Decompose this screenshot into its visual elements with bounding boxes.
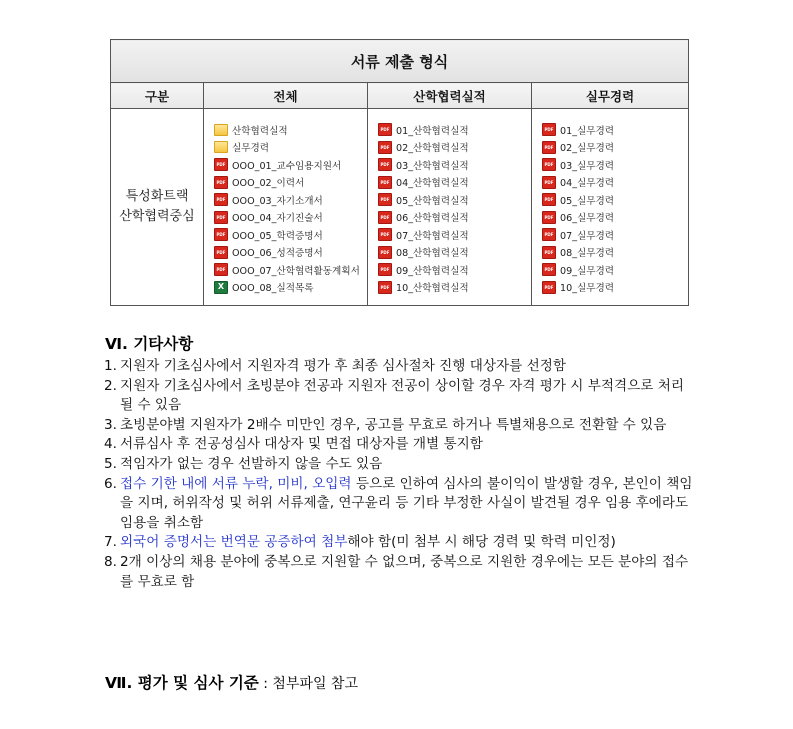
pdf-icon <box>378 281 392 294</box>
file-item <box>378 261 531 279</box>
file-name: 05_실무경력 <box>560 195 615 207</box>
folder-icon <box>214 124 228 136</box>
notice-item <box>104 533 694 553</box>
notice-item <box>104 455 694 475</box>
file-name: 08_산학협력실적 <box>396 248 469 260</box>
section-6-title: Ⅵ. 기타사항 <box>105 335 194 353</box>
folder-icon <box>214 141 228 153</box>
file-name: 04_산학협력실적 <box>396 178 469 190</box>
pdf-icon <box>378 193 392 206</box>
file-name: 05_산학협력실적 <box>396 195 469 207</box>
file-name: OOO_01_교수임용지원서 <box>232 160 342 172</box>
submission-format-table-wrap <box>110 39 688 306</box>
notice-item <box>104 553 694 592</box>
notice-item <box>104 416 694 436</box>
file-name: 04_실무경력 <box>560 178 615 190</box>
file-item <box>378 156 531 174</box>
file-name: 02_산학협력실적 <box>396 143 469 155</box>
file-name: 08_실무경력 <box>560 248 615 260</box>
file-item <box>214 279 367 297</box>
file-item <box>214 121 367 139</box>
file-name: 02_실무경력 <box>560 143 615 155</box>
notice-number: 2. <box>104 377 117 394</box>
pdf-icon <box>542 193 556 206</box>
notice-text: 2개 이상의 채용 분야에 중복으로 지원할 수 없으며, 중복으로 지원한 경우에는 모든 분야의 접수를 무효로 함 <box>120 553 689 590</box>
file-item <box>542 121 688 139</box>
notice-item <box>104 357 694 377</box>
notice-item <box>104 435 694 455</box>
pdf-icon <box>214 158 228 171</box>
file-name: OOO_03_자기소개서 <box>232 195 323 207</box>
pdf-icon <box>214 176 228 189</box>
file-item <box>378 174 531 192</box>
file-item <box>542 244 688 262</box>
file-item <box>542 261 688 279</box>
file-name: 09_산학협력실적 <box>396 265 469 277</box>
all-files-list <box>204 109 367 296</box>
pdf-icon <box>542 158 556 171</box>
pdf-icon <box>378 246 392 259</box>
notice-number: 7. <box>104 534 117 551</box>
pdf-icon <box>214 246 228 259</box>
header-all: 전체 <box>204 83 368 109</box>
pdf-icon <box>378 141 392 154</box>
table-title: 서류 제출 형식 <box>111 40 689 83</box>
section-7-heading <box>105 671 358 693</box>
file-item <box>214 244 367 262</box>
file-item <box>378 279 531 297</box>
header-work-experience: 실무경력 <box>532 83 689 109</box>
notice-number: 8. <box>104 553 117 570</box>
work-files-cell <box>532 109 689 306</box>
header-industry-achievements: 산학협력실적 <box>368 83 532 109</box>
pdf-icon <box>542 246 556 259</box>
notice-item <box>104 377 694 416</box>
pdf-icon <box>378 228 392 241</box>
excel-icon <box>214 281 228 294</box>
file-name: 09_실무경력 <box>560 265 615 277</box>
industry-files-list <box>368 109 531 296</box>
file-name: OOO_08_실적목록 <box>232 283 314 295</box>
file-name: OOO_07_산학협력활동계획서 <box>232 265 360 277</box>
pdf-icon <box>542 123 556 136</box>
industry-files-cell <box>368 109 532 306</box>
notice-number: 3. <box>104 416 117 433</box>
file-item <box>378 139 531 157</box>
file-item <box>542 191 688 209</box>
file-item <box>378 244 531 262</box>
file-item <box>214 191 367 209</box>
file-name: 06_산학협력실적 <box>396 213 469 225</box>
pdf-icon <box>378 263 392 276</box>
file-item <box>378 209 531 227</box>
all-files-cell <box>204 109 368 306</box>
file-name: OOO_04_자기진술서 <box>232 213 323 225</box>
file-name: 산학협력실적 <box>232 125 288 137</box>
notice-number: 5. <box>104 455 117 472</box>
pdf-icon <box>214 211 228 224</box>
file-name: 07_산학협력실적 <box>396 230 469 242</box>
file-name: 03_산학협력실적 <box>396 160 469 172</box>
category-line-1: 특성화트랙 <box>125 189 189 204</box>
pdf-icon <box>378 211 392 224</box>
file-name: OOO_05_학력증명서 <box>232 230 323 242</box>
file-item <box>378 191 531 209</box>
section-7-note: : 첨부파일 참고 <box>258 676 358 692</box>
notice-text: 초빙분야별 지원자가 2배수 미만인 경우, 공고를 무효로 하거나 특별채용으로 전환할 수 있음 <box>120 416 667 433</box>
section-7-title: Ⅶ. 평가 및 심사 기준 <box>105 674 259 692</box>
notice-text: 해야 함(미 첨부 시 해당 경력 및 학력 미인정) <box>347 534 616 551</box>
notice-text: 서류심사 후 전공성심사 대상자 및 면접 대상자를 개별 통지함 <box>120 436 483 453</box>
category-cell <box>111 109 204 306</box>
notice-highlight-text: 접수 기한 내에 서류 누락, 미비, 오입력 <box>120 475 352 492</box>
pdf-icon <box>542 281 556 294</box>
pdf-icon <box>378 176 392 189</box>
pdf-icon <box>378 158 392 171</box>
file-item <box>214 261 367 279</box>
work-files-list <box>532 109 688 296</box>
notice-number: 4. <box>104 436 117 453</box>
file-item <box>214 139 367 157</box>
category-line-2: 산학협력중심 <box>119 209 195 224</box>
pdf-icon <box>214 263 228 276</box>
file-name: 10_산학협력실적 <box>396 283 469 295</box>
pdf-icon <box>542 176 556 189</box>
file-item <box>542 139 688 157</box>
pdf-icon <box>378 123 392 136</box>
notice-highlight-text: 외국어 증명서는 번역문 공증하여 첨부 <box>120 534 348 551</box>
file-item <box>214 226 367 244</box>
file-item <box>542 209 688 227</box>
file-name: 01_산학협력실적 <box>396 125 469 137</box>
pdf-icon <box>214 193 228 206</box>
notice-text: 등으로 인하여 심사의 불이익이 발생할 경우, 본인이 책임을 지며, 허위작성 및 허위 서류제출, 연구윤리 등 기타 부정한 사실이 발견될 경우 임용 후에라도 임용을 취소함 <box>120 475 693 531</box>
file-item <box>214 209 367 227</box>
pdf-icon <box>542 263 556 276</box>
pdf-icon <box>542 211 556 224</box>
file-item <box>214 174 367 192</box>
file-item <box>378 121 531 139</box>
file-name: 10_실무경력 <box>560 283 615 295</box>
file-item <box>542 174 688 192</box>
file-name: 06_실무경력 <box>560 213 615 225</box>
file-name: 03_실무경력 <box>560 160 615 172</box>
file-item <box>542 156 688 174</box>
header-category: 구분 <box>111 83 204 109</box>
submission-format-table <box>110 39 689 306</box>
file-name: OOO_06_성적증명서 <box>232 248 323 260</box>
file-item <box>378 226 531 244</box>
section-6-list <box>104 357 694 592</box>
file-item <box>214 156 367 174</box>
notice-text: 적임자가 없는 경우 선발하지 않을 수도 있음 <box>120 455 383 472</box>
notice-number: 1. <box>104 358 117 374</box>
file-name: 실무경력 <box>232 143 270 155</box>
file-item <box>542 226 688 244</box>
notice-number: 6. <box>104 475 117 492</box>
notice-text: 지원자 기초심사에서 지원자격 평가 후 최종 심사절차 진행 대상자를 선정함 <box>120 358 566 374</box>
notice-item <box>104 475 694 534</box>
pdf-icon <box>542 228 556 241</box>
file-name: 07_실무경력 <box>560 230 615 242</box>
file-name: 01_실무경력 <box>560 125 615 137</box>
pdf-icon <box>214 228 228 241</box>
pdf-icon <box>542 141 556 154</box>
notice-text: 지원자 기초심사에서 초빙분야 전공과 지원자 전공이 상이할 경우 자격 평가 시 부적격으로 처리될 수 있음 <box>120 377 684 414</box>
file-item <box>542 279 688 297</box>
file-name: OOO_02_이력서 <box>232 178 305 190</box>
